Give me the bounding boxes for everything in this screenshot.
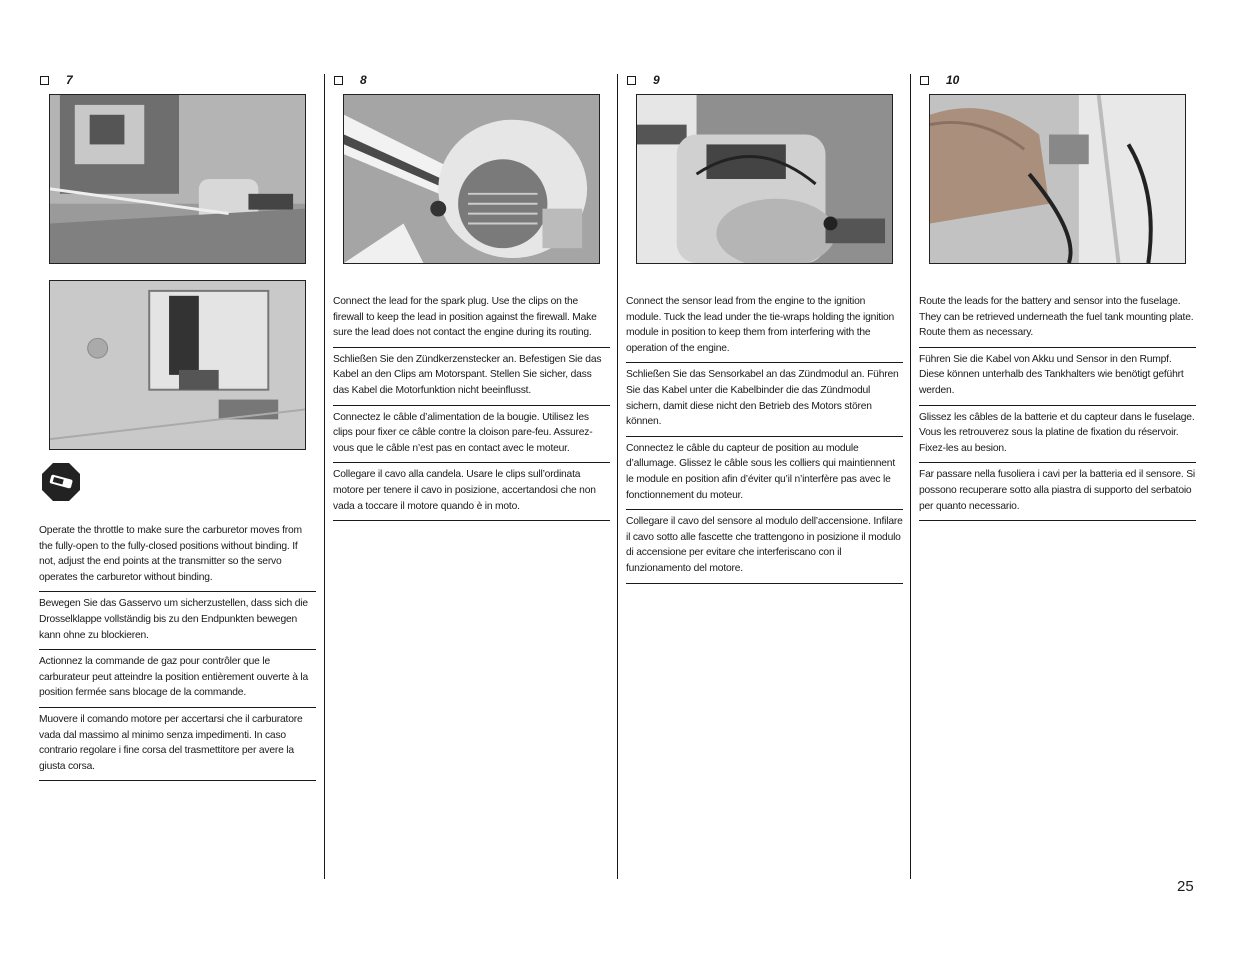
step-checkbox[interactable] bbox=[627, 76, 636, 85]
step-checkbox[interactable] bbox=[40, 76, 49, 85]
instruction-paragraph: Muovere il comando motore per accertarsi che il carburatore vada dal massimo al minimo senza impedimenti. In caso contrario regolare i fine corsa del trasmettitore per avere la giusta corsa. bbox=[39, 708, 316, 781]
instruction-paragraph: Connect the sensor lead from the engine to the ignition module. Tuck the lead under the tie-wraps holding the ignition module in position to keep them from interfering with the operation of the engine. bbox=[626, 290, 903, 363]
instruction-paragraph: Schließen Sie den Zündkerzenstecker an. Befestigen Sie das Kabel an den Clips am Motorspant. Stellen Sie sicher, dass das Kabel die Motorfunktion nicht beeinflusst. bbox=[333, 348, 610, 406]
step-number: 8 bbox=[360, 73, 367, 87]
step-checkbox[interactable] bbox=[334, 76, 343, 85]
instruction-paragraph: Operate the throttle to make sure the carburetor moves from the fully-open to the fully-closed positions without binding. If not, adjust the end points at the transmitter so the servo operates the carburetor without binding. bbox=[39, 519, 316, 592]
ignition-module-photo bbox=[636, 94, 893, 264]
instruction-paragraph: Route the leads for the battery and sensor into the fuselage. They can be retrieved underneath the fuel tank mounting plate. Route them as necessary. bbox=[919, 290, 1196, 348]
step-column-7 bbox=[39, 70, 316, 781]
step-header bbox=[626, 70, 903, 90]
step-number: 10 bbox=[946, 73, 960, 87]
instruction-paragraph: Collegare il cavo alla candela. Usare le clips sull’ordinata motore per tenere il cavo in posizione, accertandosi che non vada a toccare il motore quando è in moto. bbox=[333, 463, 610, 521]
throttle-warning-icon bbox=[41, 462, 81, 502]
step-number: 7 bbox=[66, 73, 73, 87]
step-header bbox=[919, 70, 1196, 90]
engine-throttle-photo bbox=[49, 94, 306, 264]
step-header bbox=[39, 70, 316, 90]
page-number: 25 bbox=[1177, 878, 1194, 895]
column-divider bbox=[910, 74, 911, 879]
instruction-paragraph: Far passare nella fusoliera i cavi per la batteria ed il sensore. Si possono recuperare sotto alla piastra di supporto del serbatoio per quanto necessario. bbox=[919, 463, 1196, 521]
column-divider bbox=[324, 74, 325, 879]
instruction-paragraph: Glissez les câbles de la batterie et du capteur dans le fuselage. Vous les retrouverez sous la platine de fixation du réservoir. Fixez-les au besion. bbox=[919, 406, 1196, 464]
instruction-paragraph: Actionnez la commande de gaz pour contrôler que le carburateur peut atteindre la position entièrement ouverte à la position fermée sans blocage de la commande. bbox=[39, 650, 316, 708]
step-header bbox=[333, 70, 610, 90]
instruction-paragraph: Connectez le câble du capteur de position au module d’allumage. Glissez le câble sous les colliers qui maintiennent le module en position afin d’éviter qu’il n’interfère pas avec le fonctionnement du moteur. bbox=[626, 437, 903, 510]
step-checkbox[interactable] bbox=[920, 76, 929, 85]
instruction-paragraph: Führen Sie die Kabel von Akku und Sensor in den Rumpf. Diese können unterhalb des Tankhalters wie benötigt geführt werden. bbox=[919, 348, 1196, 406]
instruction-paragraph: Bewegen Sie das Gasservo um sicherzustellen, dass sich die Drosselklappe vollständig bis zu den Endpunkten bewegen kann ohne zu blockieren. bbox=[39, 592, 316, 650]
instruction-paragraph: Collegare il cavo del sensore al modulo dell’accensione. Infilare il cavo sotto alle fascette che trattengono in posizione il modulo di accensione per evitare che interferiscano con il funzionamento del motore. bbox=[626, 510, 903, 583]
spark-plug-lead-photo bbox=[343, 94, 600, 264]
step-column-8 bbox=[333, 70, 610, 521]
fuselage-servo-photo bbox=[49, 280, 306, 450]
column-divider bbox=[617, 74, 618, 879]
instruction-paragraph: Schließen Sie das Sensorkabel an das Zündmodul an. Führen Sie das Kabel unter die Kabelbinder die das Zündmodul sichern, damit diese nicht den Betrieb des Motors stören können. bbox=[626, 363, 903, 436]
step-number: 9 bbox=[653, 73, 660, 87]
fuselage-routing-photo bbox=[929, 94, 1186, 264]
instruction-paragraph: Connectez le câble d’alimentation de la bougie. Utilisez les clips pour fixer ce câble contre la cloison pare-feu. Assurez-vous que le câble n’est pas en contact avec le moteur. bbox=[333, 406, 610, 464]
step-column-9 bbox=[626, 70, 903, 584]
step-column-10 bbox=[919, 70, 1196, 521]
instruction-paragraph: Connect the lead for the spark plug. Use the clips on the firewall to keep the lead in position against the firewall. Make sure the lead does not contact the engine during its routing. bbox=[333, 290, 610, 348]
